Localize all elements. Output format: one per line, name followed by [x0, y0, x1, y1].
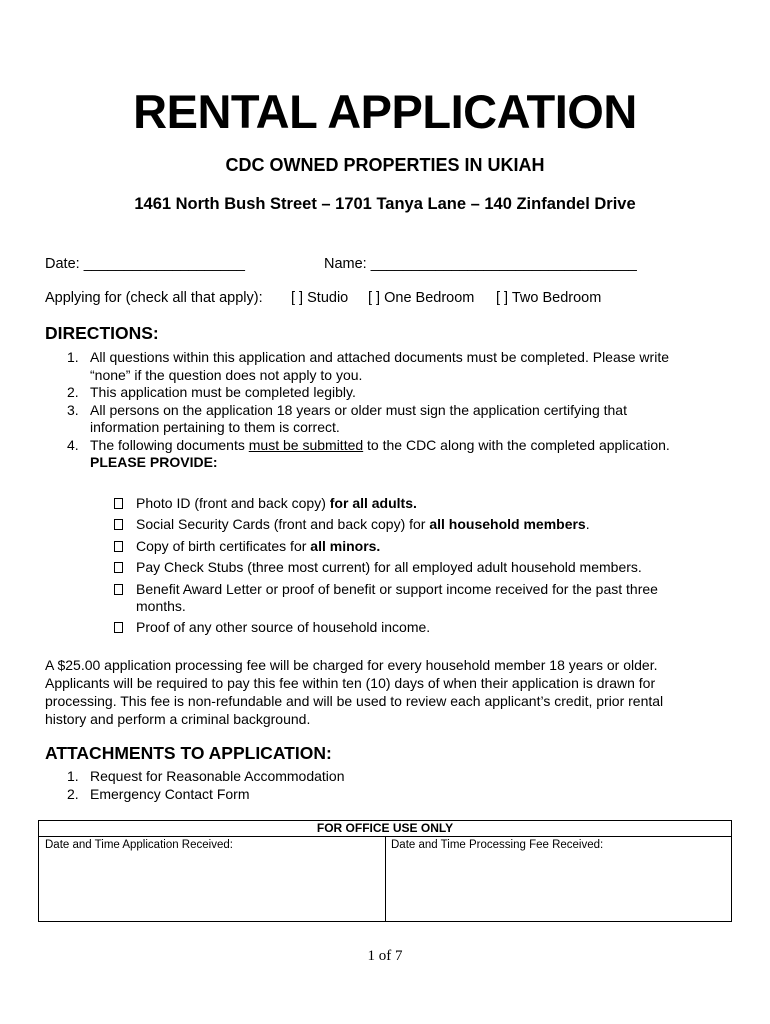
page-number: 1 of 7 — [367, 948, 403, 964]
name-field[interactable] — [324, 256, 637, 272]
directions-list — [45, 349, 745, 472]
date-label: Date: — [45, 256, 80, 272]
fee-paragraph: A $25.00 application processing fee will be charged for every household member 18 years or older. Applicants will be required to pay this fee within ten (10) days of when their application is drawn for processing. This fee is non-refundable and will be used to review each applicant’s credit, prior rental history and perform a criminal background. — [45, 657, 664, 727]
checklist-item[interactable]: Photo ID (front and back copy) for all adults. — [112, 495, 732, 513]
checklist-item[interactable]: Proof of any other source of household income. — [112, 619, 732, 637]
fee-received-cell[interactable] — [385, 836, 731, 921]
underlined-text: must be submitted — [248, 436, 364, 453]
list-item: 4. The following documents must be submitted to the CDC along with the completed application. PLEASE PROVIDE: — [45, 437, 745, 472]
one-bedroom-checkbox[interactable]: [ ] One Bedroom — [368, 290, 475, 306]
checklist-item[interactable]: Social Security Cards (front and back copy) for all household members. — [112, 516, 732, 534]
checklist-item[interactable]: Benefit Award Letter or proof of benefit or support income received for the past three months. — [112, 581, 732, 616]
two-bedroom-checkbox[interactable]: [ ] Two Bedroom — [496, 290, 602, 306]
applying-for-label: Applying for (check all that apply): — [45, 290, 263, 306]
please-provide-label: PLEASE PROVIDE: — [90, 454, 218, 470]
property-addresses: 1461 North Bush Street – 1701 Tanya Lane – 140 Zinfandel Drive — [134, 195, 636, 213]
list-item: 1. Request for Reasonable Accommodation — [67, 768, 345, 784]
checkbox-icon[interactable] — [114, 498, 123, 509]
application-received-cell[interactable] — [39, 836, 386, 921]
office-use-box — [38, 820, 732, 922]
attachments-list — [45, 768, 545, 803]
list-item: 1. All questions within this application and attached documents must be completed. Please write “none” if the question does not apply to you. — [67, 349, 669, 383]
checkbox-icon[interactable] — [114, 519, 123, 530]
checkbox-icon[interactable] — [114, 622, 123, 633]
directions-heading: DIRECTIONS: — [45, 323, 159, 343]
checkbox-icon[interactable] — [114, 541, 123, 552]
fee-received-label: Date and Time Processing Fee Received: — [391, 839, 604, 851]
list-item: 2. Emergency Contact Form — [67, 785, 250, 802]
checklist-item[interactable]: Copy of birth certificates for all minors. — [112, 538, 732, 556]
date-blank: ____________________ — [83, 256, 245, 272]
name-label: Name: — [324, 256, 367, 272]
date-field[interactable] — [45, 256, 245, 272]
checklist-item[interactable]: Pay Check Stubs (three most current) for all employed adult household members. — [112, 559, 732, 577]
page-title: RENTAL APPLICATION — [133, 85, 637, 138]
document-checklist — [112, 495, 732, 641]
attachments-heading: ATTACHMENTS TO APPLICATION: — [45, 743, 332, 763]
studio-checkbox[interactable]: [ ] Studio — [291, 290, 349, 306]
office-use-heading: FOR OFFICE USE ONLY — [316, 821, 454, 835]
checkbox-icon[interactable] — [114, 584, 123, 595]
list-item: 3. All persons on the application 18 years or older must sign the application certifying that information pertaining to them is correct. — [67, 401, 627, 435]
list-item: 2. This application must be completed legibly. — [67, 384, 356, 400]
checkbox-icon[interactable] — [114, 562, 123, 573]
name-blank: _________________________________ — [370, 256, 637, 272]
application-received-label: Date and Time Application Received: — [45, 839, 233, 851]
page-subtitle: CDC OWNED PROPERTIES IN UKIAH — [225, 155, 545, 175]
